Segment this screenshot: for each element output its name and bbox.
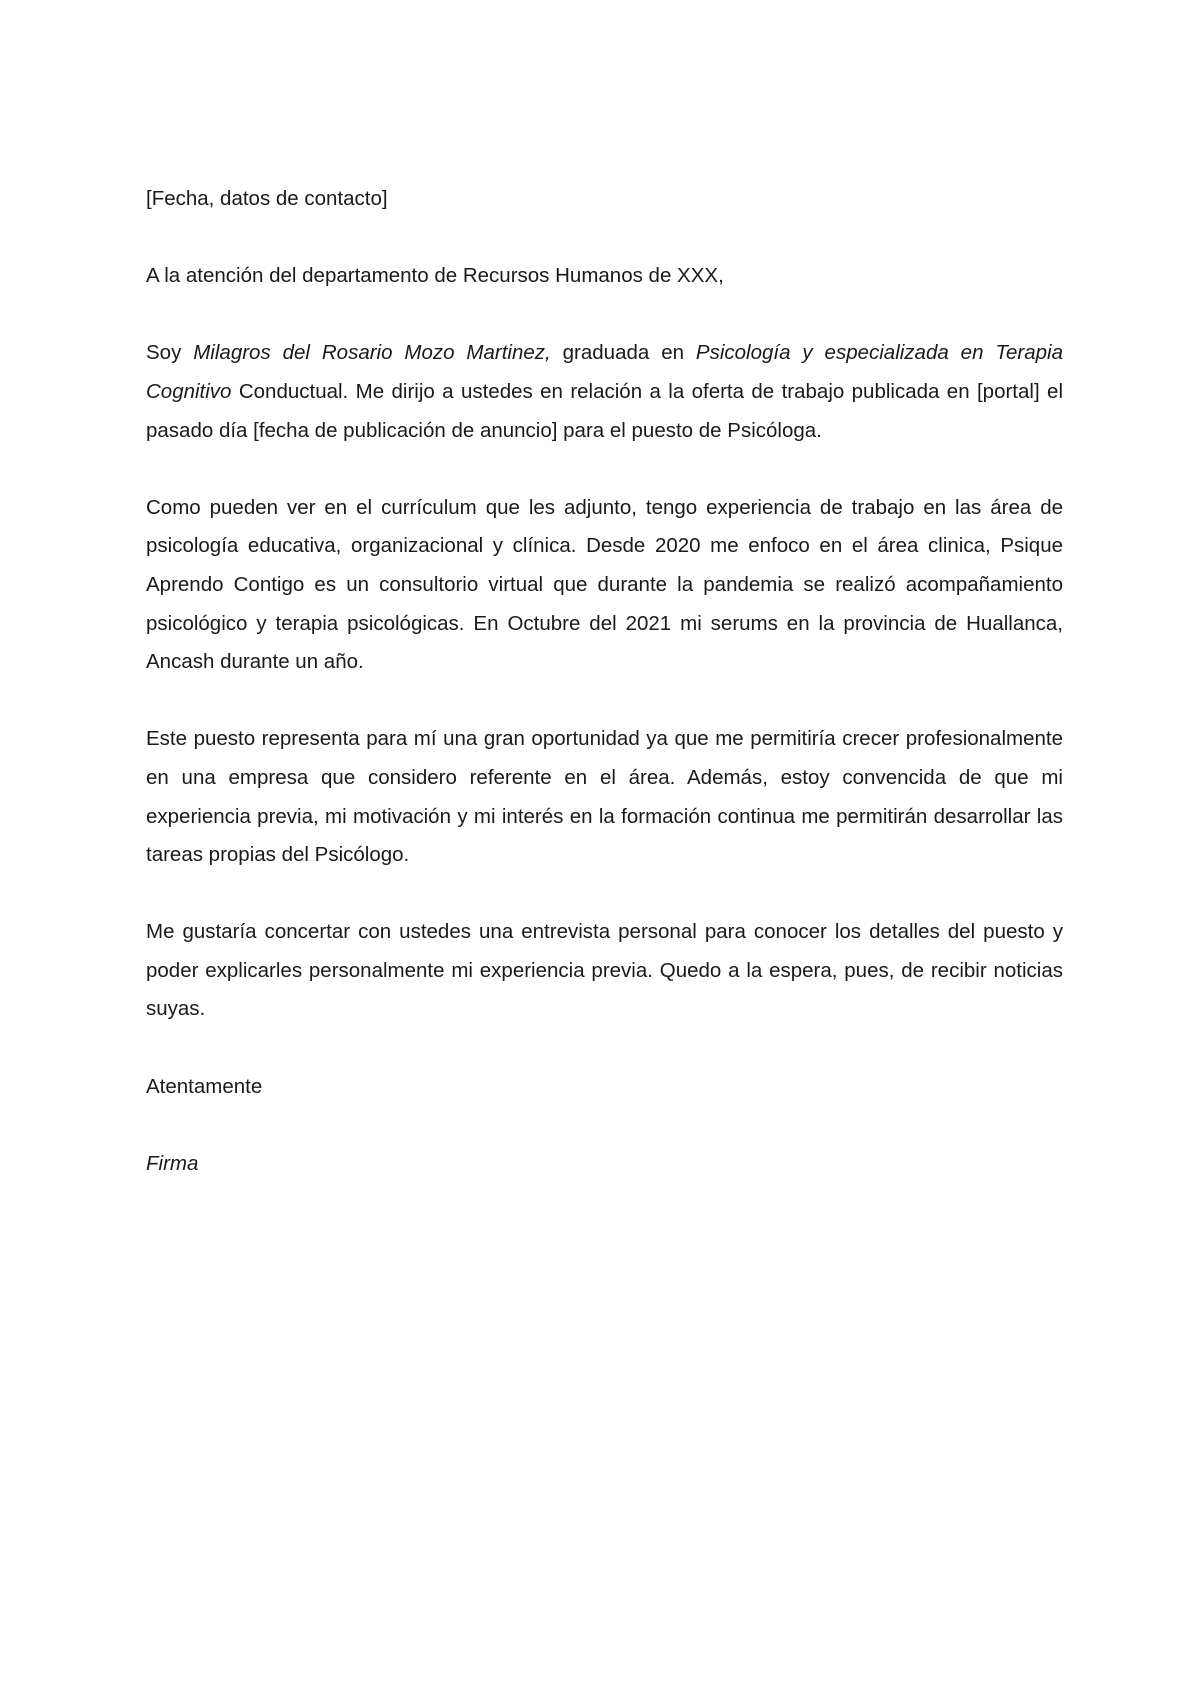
paragraph-motivation: Este puesto representa para mí una gran oportunidad ya que me permitiría crecer profesionalmente en una empresa que considero referente en el área. Además, estoy convencida de que mi experiencia previa, mi motivación y mi interés en la formación continua me permitirán desarrollar las tareas propias del Psicólogo. — [146, 727, 1063, 867]
paragraph-interview: Me gustaría concertar con ustedes una entrevista personal para conocer los detalles del puesto y poder explicarles personalmente mi experiencia previa. Quedo a la espera, pues, de recibir noticias suyas. — [146, 920, 1063, 1021]
intro-text: Soy — [146, 341, 194, 365]
signature: Firma — [146, 1151, 199, 1175]
paragraph-experience: Como pueden ver en el currículum que les adjunto, tengo experiencia de trabajo en las área de psicología educativa, organizacional y clínica. Desde 2020 me enfoco en el área clinica, Psique Aprendo Contigo es un consultorio virtual que durante la pandemia se realizó acompañamiento psicológico y terapia psicológicas. En Octubre del 2021 mi serums en la provincia de Huallanca, Ancash durante un año. — [146, 495, 1063, 674]
intro-mid-text: graduada en — [550, 341, 696, 365]
intro-rest-text: Conductual. Me dirijo a ustedes en relación a la oferta de trabajo publicada en [portal] el pasado día [fecha de publicación de anuncio] para el puesto de Psicóloga. — [146, 379, 1063, 442]
salutation: A la atención del departamento de Recursos Humanos de XXX, — [146, 264, 724, 288]
field-of-study: Psicología y especializada en Terapia Cognitivo — [146, 341, 1063, 403]
header-line: [Fecha, datos de contacto] — [146, 187, 388, 210]
closing: Atentamente — [146, 1074, 263, 1098]
cover-letter — [146, 180, 1063, 1222]
paragraph-introduction — [146, 334, 1063, 450]
applicant-name: Milagros del Rosario Mozo Martinez, — [193, 341, 551, 365]
